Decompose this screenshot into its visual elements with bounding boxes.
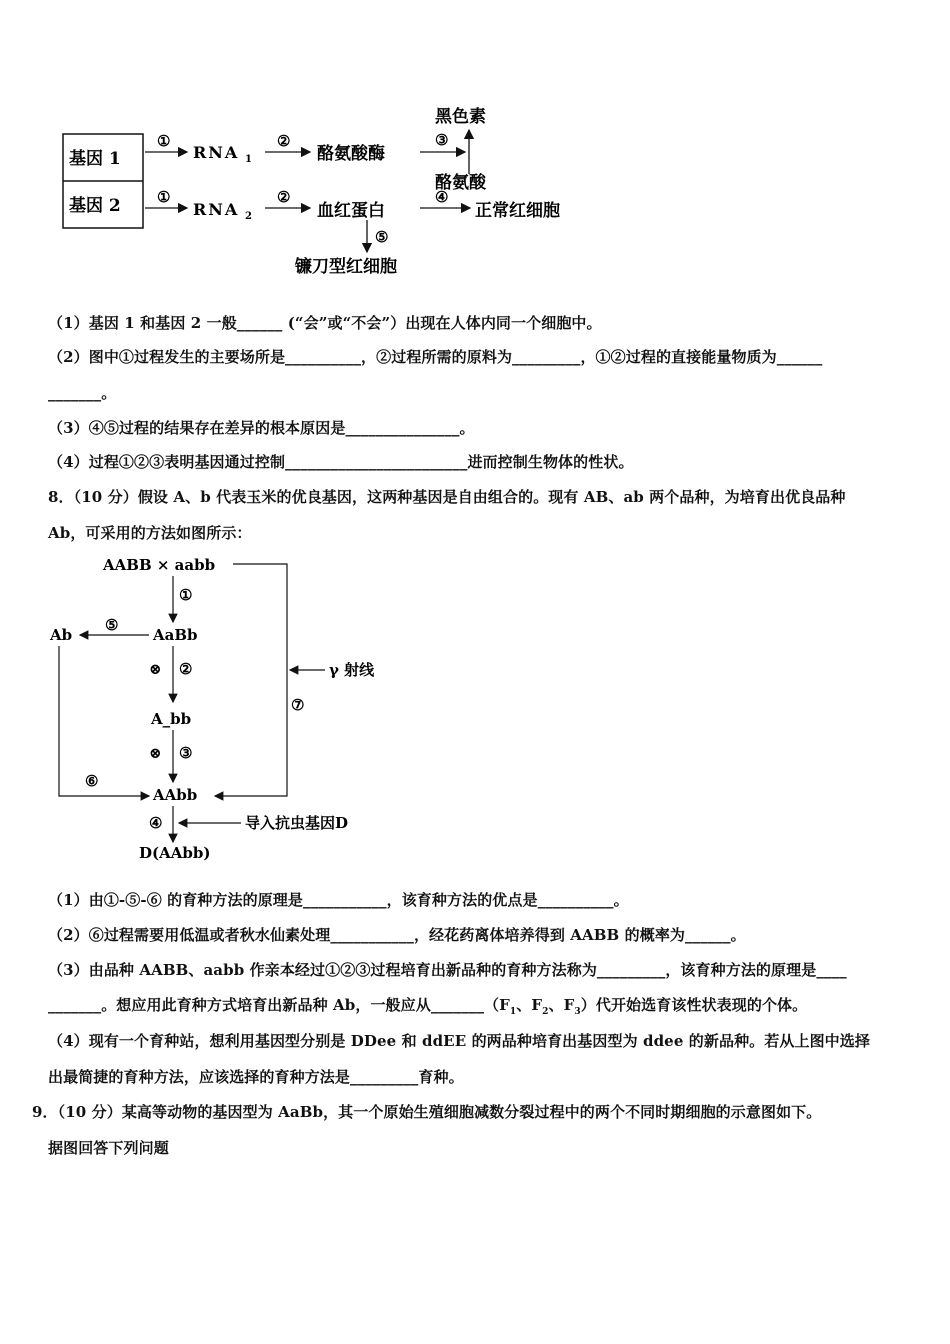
q7-part4: （4）过程①②③表明基因通过控制________________________进而控制生物体的性状。: [48, 453, 634, 471]
sickle-rbc-label: 镰刀型红细胞: [295, 257, 397, 277]
q7-part3: （3）④⑤过程的结果存在差异的根本原因是_______________。: [48, 419, 475, 437]
step1-upper: ①: [157, 132, 171, 150]
step4-label: ④: [435, 188, 449, 206]
f3-subscript: 3: [574, 1007, 581, 1017]
melanin-label: 黑色素: [435, 107, 486, 127]
gamma-ray-label: γ 射线: [329, 661, 375, 679]
q8-part4-cont: 出最简捷的育种方法，应该选择的育种方法是_________育种。: [48, 1068, 464, 1086]
normal-rbc-label: 正常红细胞: [475, 201, 560, 221]
q8-part1: （1）由①-⑤-⑥ 的育种方法的原理是___________，该育种方法的优点是__________。: [48, 891, 629, 909]
q7-part1: （1）基因 1 和基因 2 一般______ (“会”或“不会”）出现在人体内同一个细胞中。: [48, 314, 602, 332]
q8-part4: （4）现有一个育种站，想利用基因型分别是 DDee 和 ddEE 的两品种培育出基因型为 ddee 的新品种。若从上图中选择: [48, 1032, 870, 1050]
step5: ⑤: [105, 616, 119, 634]
q8-part3-cont-post: ）代开始选育该性状表现的个体。: [580, 996, 808, 1014]
step2: ②: [179, 660, 193, 678]
ab-label: Ab: [50, 626, 73, 644]
insert-gene-label: 导入抗虫基因D: [245, 814, 349, 832]
rna1-label: RNA: [193, 143, 240, 162]
step7: ⑦: [291, 696, 305, 714]
q9-stem: 9．（10 分）某高等动物的基因型为 AaBb，其一个原始生殖细胞减数分裂过程中的两个不同时期细胞的示意图如下。: [32, 1103, 822, 1121]
q8-part2: （2）⑥过程需要用低温或者秋水仙素处理___________，经花药离体培养得到 AABB 的概率为______。: [48, 926, 746, 944]
q8-part3-cont-pre: _______。想应用此育种方式培育出新品种 Ab，一般应从_______（F: [48, 996, 510, 1014]
q8-stem: 8．（10 分）假设 A、b 代表玉米的优良基因，这两种基因是自由组合的。现有 AB、ab 两个品种，为培育出优良品种: [48, 488, 846, 506]
hemoglobin-label: 血红蛋白: [317, 201, 385, 221]
step6: ⑥: [85, 772, 99, 790]
self-cross-1: ⊗: [149, 660, 162, 678]
aabb-pure: AAbb: [153, 786, 198, 804]
q8-part3-cont: [48, 994, 807, 1017]
step3-label: ③: [435, 131, 449, 149]
step2-upper: ②: [277, 132, 291, 150]
sep2: 、F: [548, 996, 575, 1014]
f2-subscript: 2: [542, 1007, 549, 1017]
gene1-label: 基因 1: [69, 149, 121, 169]
tyrosine-label: 酪氨酸: [435, 173, 486, 193]
q9-stem-cont: 据图回答下列问题: [48, 1139, 169, 1157]
sep1: 、F: [516, 996, 543, 1014]
result-label: D(AAbb): [139, 844, 211, 862]
enzyme-label: 酪氨酸酶: [317, 144, 385, 164]
f1-aabb: AaBb: [153, 626, 198, 644]
rna1-sub: 1: [245, 154, 252, 165]
step5-label: ⑤: [375, 228, 389, 246]
self-cross-2: ⊗: [149, 744, 162, 762]
rna2-label: RNA: [193, 200, 240, 219]
q7-part2-cont: _______。: [48, 384, 117, 402]
step1: ①: [179, 586, 193, 604]
a-bb-label: A_bb: [151, 710, 192, 728]
f1-subscript: 1: [509, 1007, 517, 1017]
step4: ④: [149, 814, 163, 832]
step3: ③: [179, 744, 193, 762]
step2-lower: ②: [277, 188, 291, 206]
q7-part2: （2）图中①过程发生的主要场所是__________，②过程所需的原料为_________，①②过程的直接能量物质为______: [48, 348, 823, 366]
gene2-label: 基因 2: [69, 196, 121, 216]
rna2-sub: 2: [245, 211, 252, 222]
breeding-diagram: [45, 552, 405, 862]
q8-stem-cont: Ab，可采用的方法如图所示：: [48, 524, 252, 542]
parent-cross: AABB × aabb: [103, 556, 216, 574]
q8-part3: （3）由品种 AABB、aabb 作亲本经过①②③过程培育出新品种的育种方法称为_________，该育种方法的原理是____: [48, 961, 847, 979]
step1-lower: ①: [157, 188, 171, 206]
gene-expression-diagram: [55, 100, 675, 280]
